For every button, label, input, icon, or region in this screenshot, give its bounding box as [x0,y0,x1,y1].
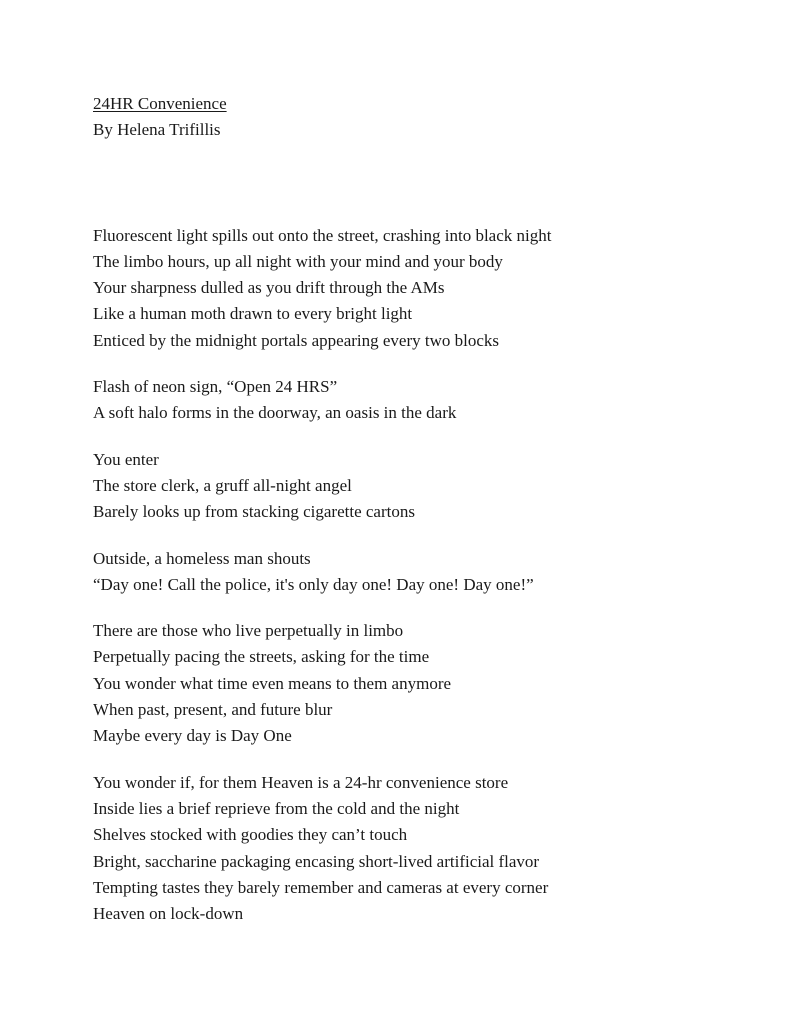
poem-line: Enticed by the midnight portals appearing every two blocks [93,330,500,350]
stanza [93,770,713,928]
poem-line: Maybe every day is Day One [93,726,292,746]
poem-line: Like a human moth drawn to every bright light [93,304,413,324]
poem-line: Heaven on lock-down [93,904,244,924]
poem-line: You wonder what time even means to them anymore [93,673,452,693]
document-page [93,91,713,947]
poem-title: 24HR Convenience [93,94,227,113]
poem-line: Your sharpness dulled as you drift through the AMs [93,278,445,298]
poem-line: Fluorescent light spills out onto the street, crashing into black night [93,225,552,245]
poem-line: Bright, saccharine packaging encasing short-lived artificial flavor [93,851,540,871]
poem-line: Perpetually pacing the streets, asking for the time [93,647,430,667]
poem-line: Shelves stocked with goodies they can’t touch [93,825,408,845]
stanza [93,374,713,427]
poem-line: “Day one! Call the police, it's only day one! Day one! Day one!” [93,574,534,594]
poem-line: Tempting tastes they barely remember and cameras at every corner [93,877,549,897]
poem-line: Barely looks up from stacking cigarette cartons [93,502,415,522]
poem-body [93,223,713,928]
poem-line: The limbo hours, up all night with your mind and your body [93,251,503,271]
poem-line: A soft halo forms in the doorway, an oasis in the dark [93,403,457,423]
poem-line: When past, present, and future blur [93,700,333,720]
poem-line: Flash of neon sign, “Open 24 HRS” [93,377,338,397]
stanza [93,546,713,599]
poem-line: There are those who live perpetually in limbo [93,621,404,641]
stanza [93,618,713,749]
stanza [93,223,713,354]
poem-line: Outside, a homeless man shouts [93,548,311,568]
poem-line: You wonder if, for them Heaven is a 24-hr convenience store [93,772,509,792]
poem-line: You enter [93,449,159,469]
poem-line: Inside lies a brief reprieve from the cold and the night [93,798,460,818]
poem-author: By Helena Trifillis [93,120,221,140]
stanza [93,447,713,526]
poem-line: The store clerk, a gruff all-night angel [93,475,352,495]
